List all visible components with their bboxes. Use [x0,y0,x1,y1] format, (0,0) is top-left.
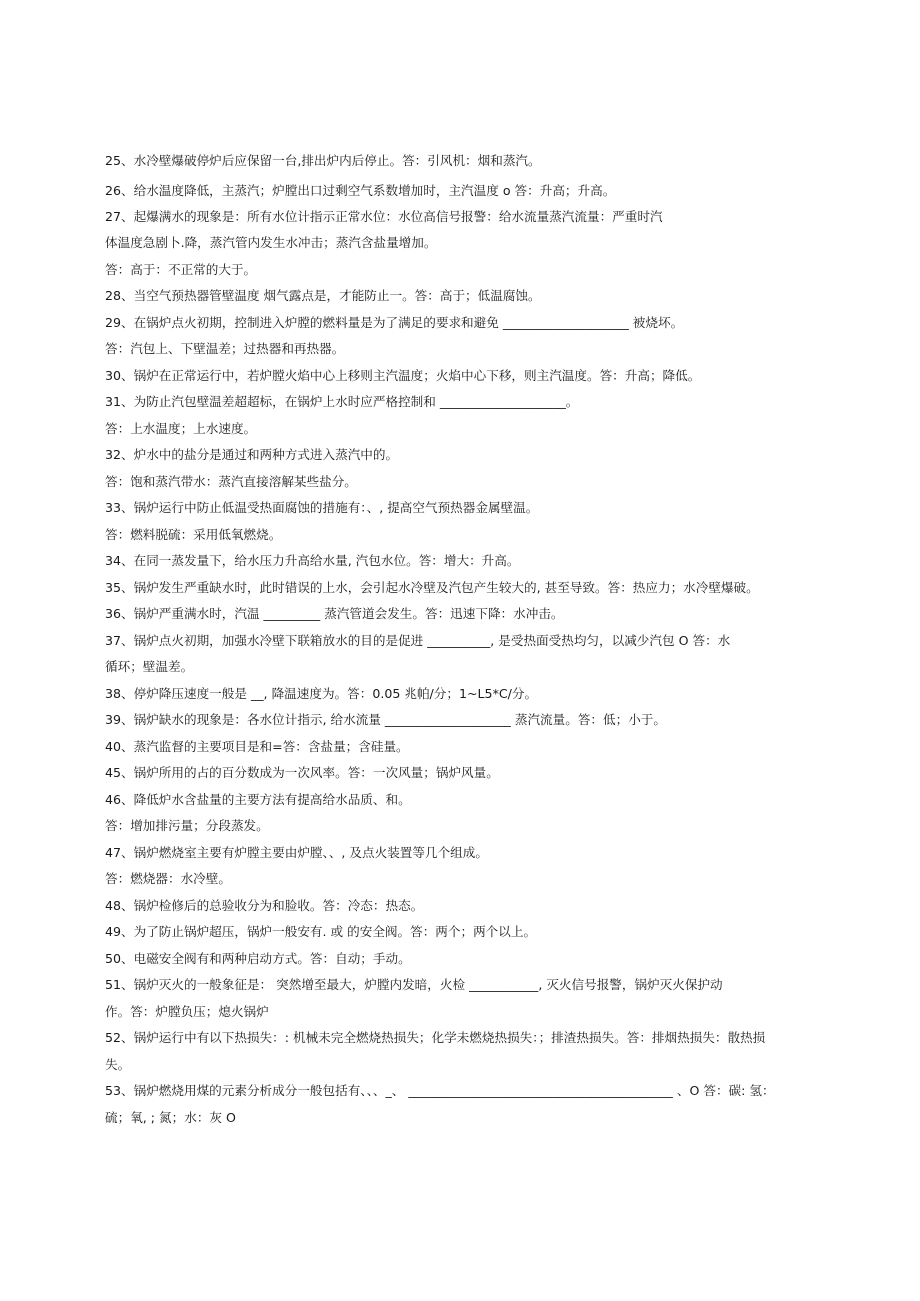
line-text: 体温度急剧卜.降，蒸汽管内发生水冲击；蒸汽含盐量增加。 [105,235,437,250]
text-line [105,738,810,756]
text-line [105,526,810,544]
text-line [105,764,810,782]
line-text: 51、锅炉灭火的一般象征是： 突然增至最大，炉膛内发暗，火检 ___________, 灭火信号报警，锅炉灭火保护动 [105,977,723,992]
text-line [105,817,810,835]
text-line [105,897,810,915]
line-text: 48、锅炉检修后的总验收分为和脸收。答：冷态：热态。 [105,898,424,913]
line-text: 49、为了防止锅炉超压，锅炉一般安有. 或 的安全阀。答：两个；两个以上。 [105,924,537,939]
text-line [105,1056,810,1074]
line-text: 硫；氧, ; 氮；水：灰 O [105,1110,236,1125]
line-text: 25、水冷壁爆破停炉后应保留一台,排出炉内后停止。答：引风机：烟和蒸汽。 [105,153,541,168]
text-line [105,791,810,809]
text-line [105,844,810,862]
line-text: 答：增加排污量；分段蒸发。 [105,818,269,833]
text-line [105,579,810,597]
line-text: 答：高于：不正常的大于。 [105,262,257,277]
text-line [105,950,810,968]
text-line [105,923,810,941]
line-text: 29、在锅炉点火初期，控制进入炉膛的燃料量是为了满足的要求和避免 ____________________ 被烧坏。 [105,315,684,330]
text-line [105,976,810,994]
line-text: 26、给水温度降低，主蒸汽；炉膛出口过剩空气系数增加时，主汽温度 o 答：升高；升高。 [105,183,616,198]
text-line [105,499,810,517]
line-text: 34、在同一蒸发量下，给水压力升高给水量, 汽包水位。答：增大：升高。 [105,553,520,568]
text-line [105,234,810,252]
text-line [105,1029,810,1047]
line-text: 答：饱和蒸汽带水：蒸汽直接溶解某些盐分。 [105,474,357,489]
line-text: 50、电磁安全阀有和两种启动方式。答：自动；手动。 [105,951,411,966]
text-line [105,314,810,332]
line-text: 循环；壁温差。 [105,659,194,674]
text-line [105,208,810,226]
line-text: 35、锅炉发生严重缺水时，此时错误的上水，会引起水冷壁及汽包产生较大的, 甚至导致。答：热应力；水冷壁爆破。 [105,580,759,595]
line-text: 36、锅炉严重满水时，汽温 _________ 蒸汽管道会发生。答：迅速下降：水冲击。 [105,606,564,621]
text-line [105,1003,810,1021]
text-line [105,152,810,170]
line-text: 47、锅炉燃烧室主要有炉膛主要由炉膛、、, 及点火装置等几个组成。 [105,845,488,860]
line-text: 作。答：炉膛负压；熄火锅炉 [105,1004,269,1019]
line-text: 30、锅炉在正常运行中，若炉膛火焰中心上移则主汽温度；火焰中心下移，则主汽温度。答：升高；降低。 [105,368,701,383]
line-text: 52、锅炉运行中有以下热损失：: 机械未完全燃烧热损失；化学未燃烧热损失：；排渣热损失。答：排烟热损失：散热损 [105,1030,766,1045]
text-line [105,367,810,385]
line-text: 31、为防止汽包壁温差超超标，在锅炉上水时应严格控制和 ____________________。 [105,394,579,409]
line-text: 45、锅炉所用的占的百分数成为一次风率。答：一次风量；锅炉风量。 [105,765,499,780]
text-line [105,632,810,650]
line-text: 答：燃料脱硫：采用低氧燃烧。 [105,527,282,542]
line-text: 28、当空气预热器管壁温度 烟气露点是，才能防止一。答：高于；低温腐蚀。 [105,288,541,303]
line-text: 27、起爆满水的现象是：所有水位计指示正常水位：水位高信号报警：给水流量蒸汽流量：严重时汽 [105,209,663,224]
text-line [105,1109,810,1127]
line-text: 33、锅炉运行中防止低温受热面腐蚀的措施有：、, 提高空气预热器金属壁温。 [105,500,539,515]
line-text: 38、停炉降压速度一般是 __, 降温速度为。答：0.05 兆帕/分；1~L5*C/分。 [105,686,538,701]
text-line [105,1082,810,1100]
line-text: 答：上水温度；上水速度。 [105,421,257,436]
text-line [105,658,810,676]
text-line [105,711,810,729]
text-line [105,473,810,491]
text-line [105,446,810,464]
text-line [105,261,810,279]
line-text: 46、降低炉水含盐量的主要方法有提高给水品质、和。 [105,792,411,807]
text-line [105,605,810,623]
line-text: 答：燃烧器：水冷壁。 [105,871,231,886]
line-text: 40、蒸汽监督的主要项目是和=答：含盐量；含硅量。 [105,739,409,754]
text-line [105,340,810,358]
text-line [105,552,810,570]
line-text: 53、锅炉燃烧用煤的元素分析成分一般包括有、、、_、 __________________________________________ 、O 答：碳: 氢： [105,1083,775,1098]
line-text: 37、锅炉点火初期，加强水冷壁下联箱放水的目的是促进 __________, 是受热面受热均匀，以减少汽包 O 答：水 [105,633,731,648]
text-line [105,420,810,438]
text-line [105,182,810,200]
line-text: 39、锅炉缺水的现象是：各水位计指示, 给水流量 ____________________ 蒸汽流量。答：低；小于。 [105,712,666,727]
line-text: 失。 [105,1057,131,1072]
text-line [105,685,810,703]
text-line [105,393,810,411]
line-text: 答：汽包上、下壁温差；过热器和再热器。 [105,341,345,356]
text-line [105,287,810,305]
line-text: 32、炉水中的盐分是通过和两种方式进入蒸汽中的。 [105,447,399,462]
text-line [105,870,810,888]
